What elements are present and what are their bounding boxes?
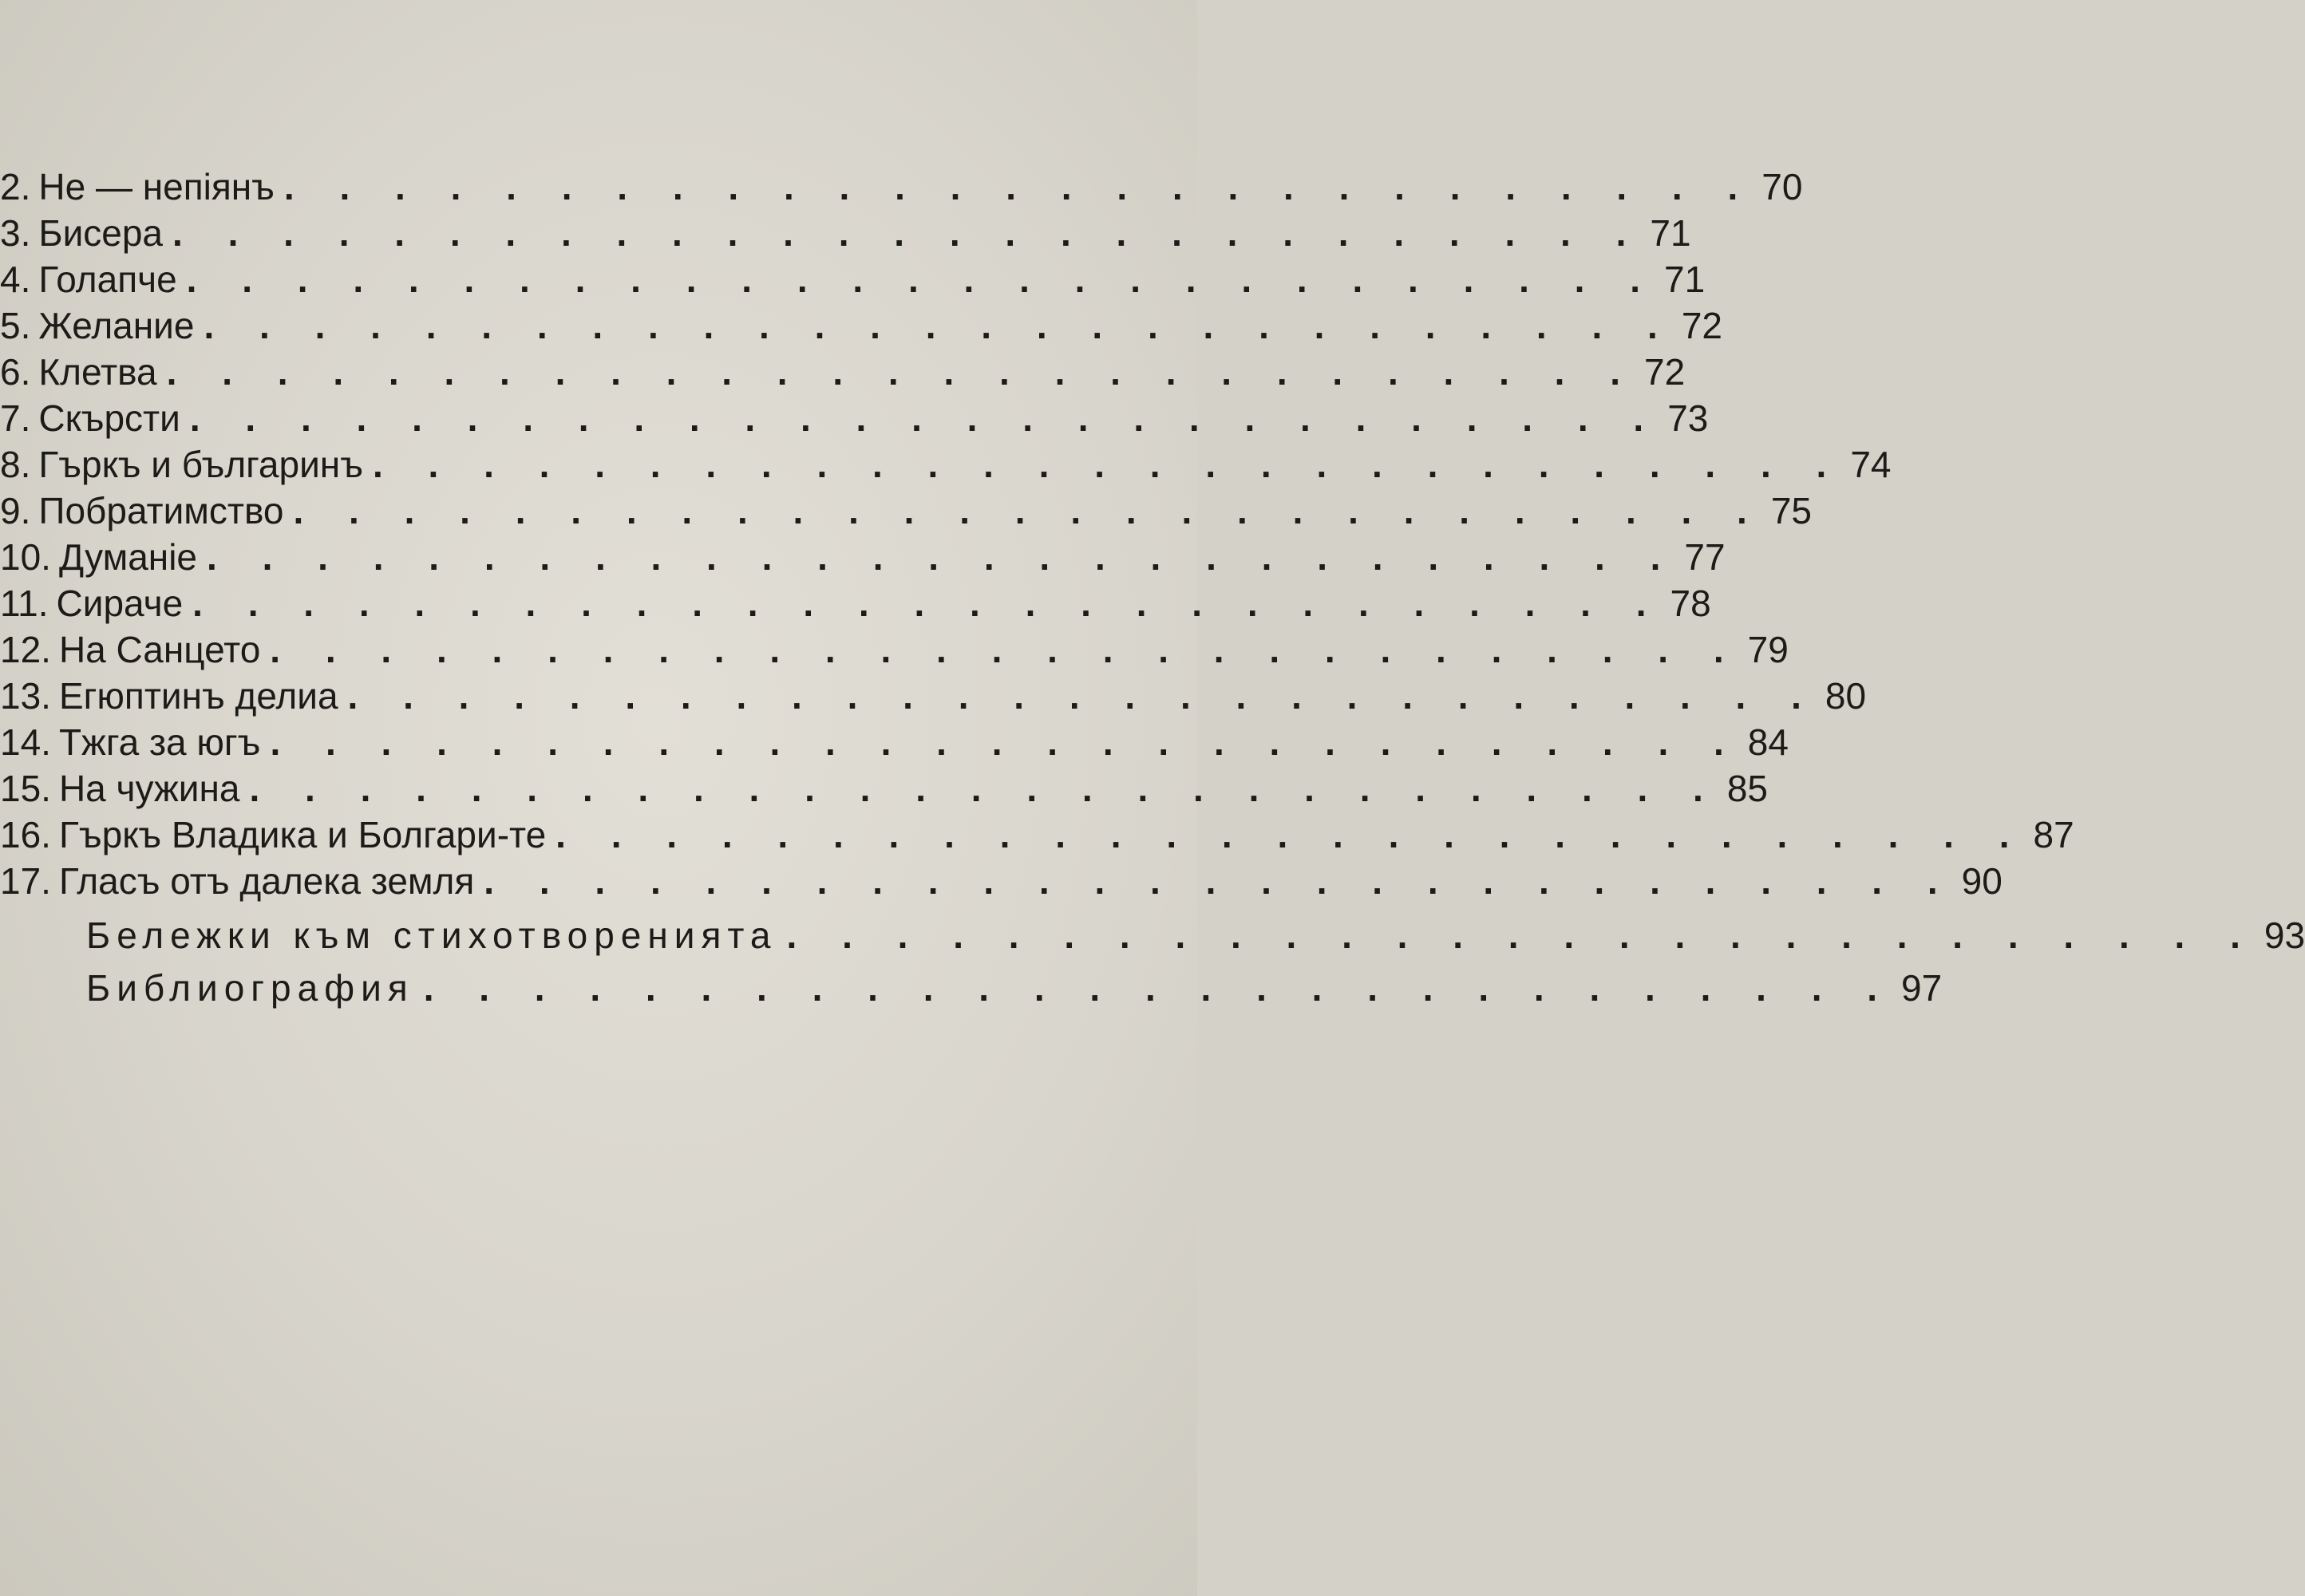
table-of-contents <box>0 164 2305 1014</box>
section-title: Библиография <box>86 967 414 1009</box>
entry-number: 12. <box>0 629 51 670</box>
leader-dots: . . . . . . . . . . . . . . . . . . . . . . . . . . . <box>270 629 1742 670</box>
entry-page: 72 <box>1681 305 1722 346</box>
entry-page: 74 <box>1850 444 1892 485</box>
entry-title: Тжга за югъ <box>58 721 261 763</box>
entry-number: 6. <box>0 351 31 393</box>
leader-dots: . . . . . . . . . . . . . . . . . . . . . . . . . . . <box>293 490 1765 531</box>
toc-entry <box>0 626 1789 673</box>
toc-entry <box>0 488 1813 534</box>
entry-title: Гласъ отъ далека земля <box>58 860 475 902</box>
toc-section-notes <box>0 909 2305 962</box>
leader-dots: . . . . . . . . . . . . . . . . . . . . . . . . . . . <box>786 915 2258 956</box>
entry-page: 73 <box>1667 397 1709 439</box>
entry-number: 17. <box>0 860 51 902</box>
entry-number: 9. <box>0 490 31 531</box>
entry-page: 72 <box>1644 351 1686 393</box>
toc-entry <box>0 580 1711 626</box>
leader-dots: . . . . . . . . . . . . . . . . . . . . . . . . . . . <box>189 397 1662 439</box>
entry-page: 79 <box>1747 629 1789 670</box>
entry-page: 87 <box>2033 814 2074 855</box>
toc-entry <box>0 210 1691 256</box>
entry-title: На Санцето <box>58 629 261 670</box>
leader-dots: . . . . . . . . . . . . . . . . . . . . . . . . . . . <box>207 536 1678 578</box>
leader-dots: . . . . . . . . . . . . . . . . . . . . . . . . . . . <box>166 351 1638 393</box>
entry-number: 5. <box>0 305 31 346</box>
entry-title: Бисера <box>38 212 164 254</box>
leader-dots: . . . . . . . . . . . . . . . . . . . . . . . . . . . <box>423 967 1896 1009</box>
entry-page: 80 <box>1825 675 1867 717</box>
leader-dots: . . . . . . . . . . . . . . . . . . . . . . . . . . . <box>186 259 1659 300</box>
entry-number: 13. <box>0 675 51 717</box>
entry-number: 4. <box>0 259 31 300</box>
entry-number: 11. <box>0 583 49 624</box>
entry-title: Думанiе <box>58 536 198 578</box>
entry-number: 2. <box>0 166 31 207</box>
entry-page: 75 <box>1770 490 1813 531</box>
leader-dots: . . . . . . . . . . . . . . . . . . . . . . . . . . . <box>484 860 1955 902</box>
toc-entry <box>0 164 1803 210</box>
entry-number: 8. <box>0 444 31 485</box>
entry-title: Не — непiянъ <box>38 166 275 207</box>
entry-title: Гъркъ Владика и Болгари-те <box>58 814 547 855</box>
toc-entry <box>0 349 1686 395</box>
leader-dots: . . . . . . . . . . . . . . . . . . . . . . . . . . . <box>347 675 1819 717</box>
entry-title: Сираче <box>56 583 184 624</box>
toc-entry <box>0 441 1892 488</box>
entry-page: 90 <box>1961 860 2003 902</box>
entry-page: 70 <box>1761 166 1803 207</box>
leader-dots: . . . . . . . . . . . . . . . . . . . . . . . . . . . <box>555 814 2027 855</box>
leader-dots: . . . . . . . . . . . . . . . . . . . . . . . . . . . <box>249 768 1721 809</box>
entry-title: Побратимство <box>38 490 284 531</box>
entry-number: 10. <box>0 536 51 578</box>
leader-dots: . . . . . . . . . . . . . . . . . . . . . . . . . . . <box>283 166 1756 207</box>
entry-page: 78 <box>1670 583 1711 624</box>
leader-dots: . . . . . . . . . . . . . . . . . . . . . . . . . . . <box>270 721 1742 763</box>
leader-dots: . . . . . . . . . . . . . . . . . . . . . . . . . . . <box>372 444 1844 485</box>
leader-dots: . . . . . . . . . . . . . . . . . . . . . . . . . . . <box>192 583 1664 624</box>
entry-page: 71 <box>1650 212 1691 254</box>
toc-entry <box>0 395 1709 441</box>
toc-entry <box>0 765 1769 812</box>
section-page: 97 <box>1901 967 1943 1009</box>
toc-entry <box>0 256 1706 302</box>
toc-entry <box>0 673 1867 719</box>
entry-number: 16. <box>0 814 51 855</box>
toc-entry <box>0 858 2003 904</box>
entry-title: Егюптинъ делиа <box>58 675 338 717</box>
entry-title: Скърсти <box>38 397 180 439</box>
entry-number: 14. <box>0 721 51 763</box>
section-title: Бележки към стихотворенията <box>86 915 777 956</box>
entry-number: 15. <box>0 768 51 809</box>
entry-page: 84 <box>1747 721 1789 763</box>
leader-dots: . . . . . . . . . . . . . . . . . . . . . . . . . . . <box>204 305 1675 346</box>
toc-entry <box>0 534 1726 580</box>
section-page: 93 <box>2263 915 2305 956</box>
toc-entry <box>0 302 1722 349</box>
toc-section-bibliography <box>0 962 1943 1014</box>
toc-entry <box>0 812 2074 858</box>
entry-page: 77 <box>1684 536 1726 578</box>
entry-page: 85 <box>1726 768 1769 809</box>
entry-title: На чужина <box>58 768 240 809</box>
leader-dots: . . . . . . . . . . . . . . . . . . . . . . . . . . . <box>172 212 1644 254</box>
entry-title: Желание <box>38 305 195 346</box>
entry-title: Гъркъ и българинъ <box>38 444 363 485</box>
entry-number: 3. <box>0 212 31 254</box>
entry-number: 7. <box>0 397 31 439</box>
entry-page: 71 <box>1664 259 1706 300</box>
entry-title: Клетва <box>38 351 157 393</box>
entry-title: Голапче <box>38 259 177 300</box>
toc-entry <box>0 719 1789 765</box>
